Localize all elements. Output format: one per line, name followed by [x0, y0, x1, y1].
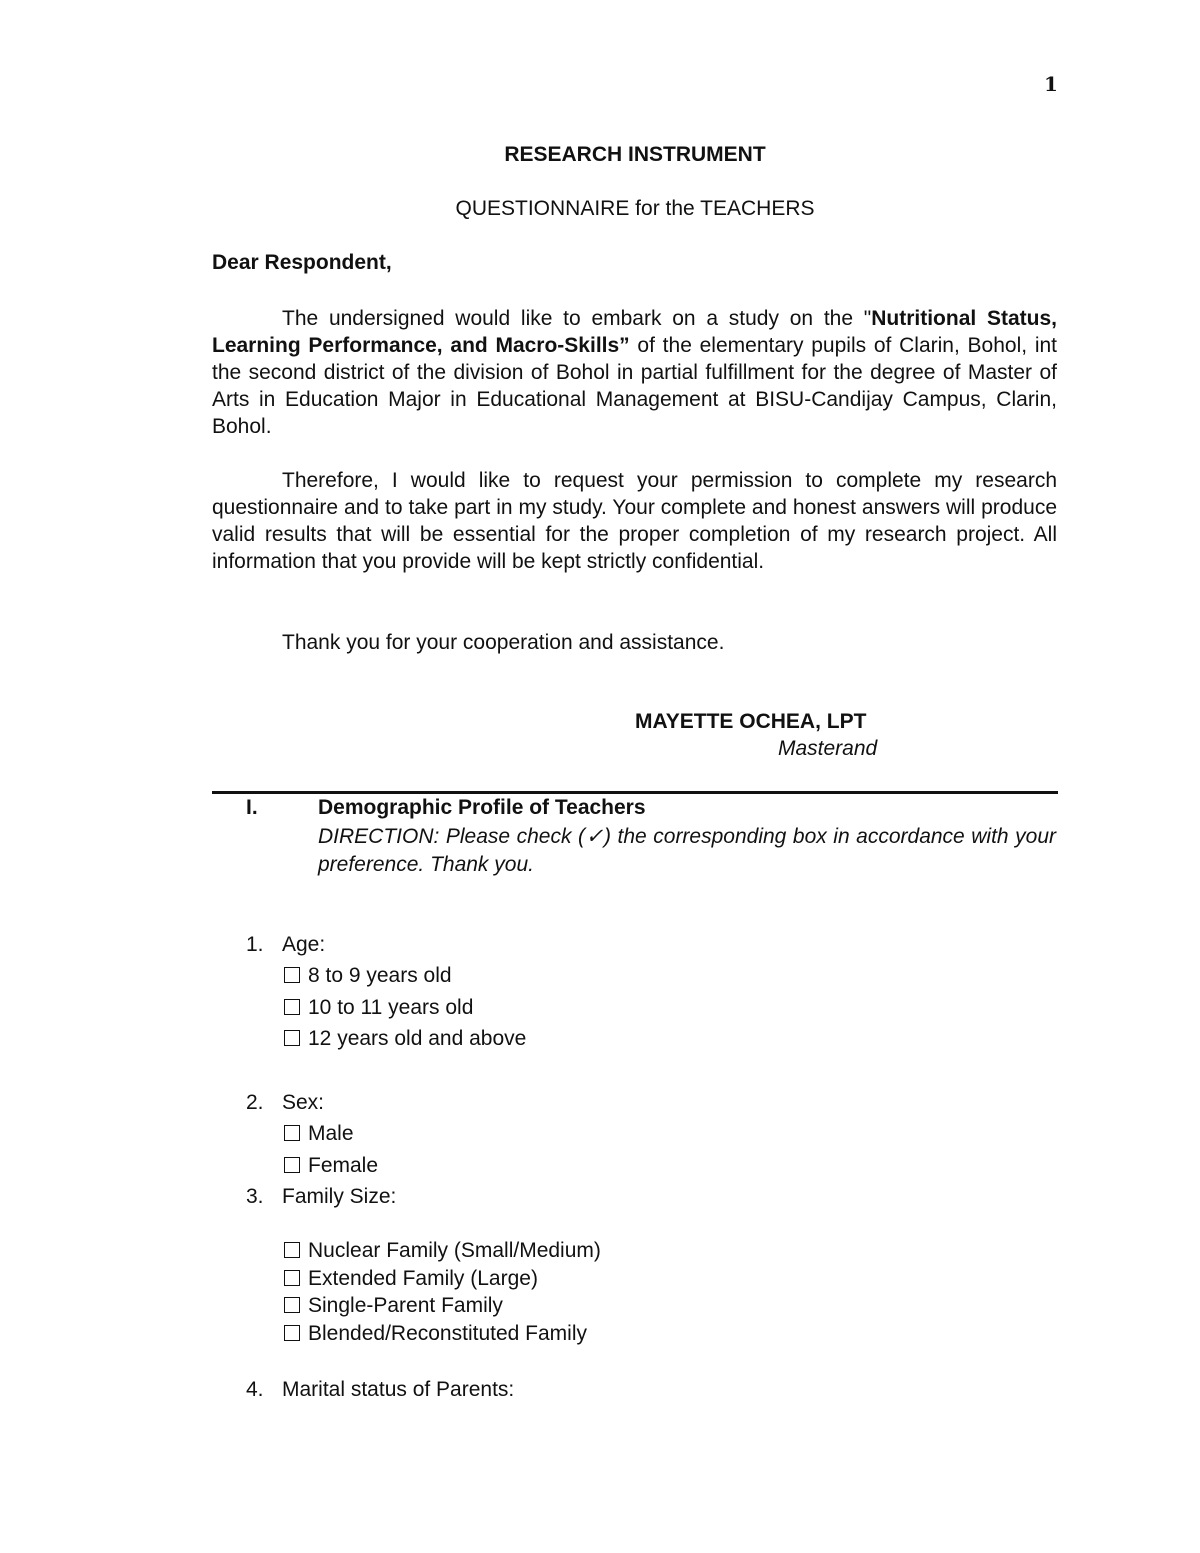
question-label: Sex: [282, 1091, 325, 1114]
checkbox-icon[interactable] [284, 1270, 300, 1286]
checkbox-icon[interactable] [284, 967, 300, 983]
question-number: 4. [246, 1378, 264, 1401]
checkbox-icon[interactable] [284, 1030, 300, 1046]
intro-text-start: The undersigned would like to embark on a study on the " [282, 307, 872, 330]
option-label: 10 to 11 years old [308, 996, 474, 1019]
question-family-size [246, 1185, 396, 1209]
option-nuclear-family[interactable] [284, 1239, 601, 1263]
section-direction: DIRECTION: Please check (✓) the corresponding box in accordance with your preference. Thank you. [318, 825, 1056, 876]
question-label: Age: [282, 933, 326, 956]
checkbox-icon[interactable] [284, 999, 300, 1015]
thanks-paragraph: Thank you for your cooperation and assistance. [282, 631, 725, 654]
section-divider [212, 791, 1058, 794]
checkbox-icon[interactable] [284, 1325, 300, 1341]
signature-title: Masterand [778, 737, 878, 760]
option-blended-family[interactable] [284, 1322, 587, 1346]
question-sex [246, 1091, 324, 1115]
request-paragraph: Therefore, I would like to request your permission to complete my research questionnaire and to take part in my study. Your complete and honest answers will produce valid results that will be essential for the proper completion of my research project. All information that you provide will be kept strictly confidential. [212, 469, 1057, 573]
option-10-to-11[interactable] [284, 996, 473, 1020]
question-label: Marital status of Parents: [282, 1378, 515, 1401]
option-extended-family[interactable] [284, 1267, 538, 1291]
section-number: I. [246, 796, 258, 819]
option-label: Nuclear Family (Small/Medium) [308, 1239, 601, 1262]
intro-text-end: of the elementary pupils of Clarin, Bohol, int the second district of the division of Bohol in partial fulfillment for the degree of Master of Arts in Education Major in Educational Management at BISU-Candijay Campus, Clarin, Bohol. [212, 334, 1058, 438]
intro-paragraph [212, 305, 1057, 440]
question-number: 2. [246, 1091, 264, 1114]
checkbox-icon[interactable] [284, 1125, 300, 1141]
question-marital-status [246, 1378, 514, 1402]
option-label: Single-Parent Family [308, 1294, 503, 1317]
option-label: 8 to 9 years old [308, 964, 452, 987]
checkbox-icon[interactable] [284, 1297, 300, 1313]
checkbox-icon[interactable] [284, 1242, 300, 1258]
document-title: RESEARCH INSTRUMENT [504, 143, 766, 166]
question-age [246, 933, 325, 957]
question-number: 3. [246, 1185, 264, 1208]
option-label: Extended Family (Large) [308, 1267, 538, 1290]
page-number: 1 [1044, 72, 1058, 96]
option-label: 12 years old and above [308, 1027, 527, 1050]
option-label: Female [308, 1154, 379, 1177]
study-title: Nutritional Status, Learning Performance, and Macro-Skills” [212, 307, 1057, 357]
option-12-and-above[interactable] [284, 1027, 526, 1051]
option-male[interactable] [284, 1122, 354, 1146]
salutation: Dear Respondent, [212, 251, 392, 274]
option-8-to-9[interactable] [284, 964, 452, 988]
section-title: Demographic Profile of Teachers [318, 796, 646, 819]
question-number: 1. [246, 933, 264, 956]
option-label: Male [308, 1122, 354, 1145]
option-female[interactable] [284, 1154, 378, 1178]
document-subtitle: QUESTIONNAIRE for the TEACHERS [455, 197, 815, 220]
question-label: Family Size: [282, 1185, 397, 1208]
checkbox-icon[interactable] [284, 1157, 300, 1173]
option-single-parent-family[interactable] [284, 1294, 503, 1318]
option-label: Blended/Reconstituted Family [308, 1322, 587, 1345]
signature-name: MAYETTE OCHEA, LPT [635, 710, 867, 733]
